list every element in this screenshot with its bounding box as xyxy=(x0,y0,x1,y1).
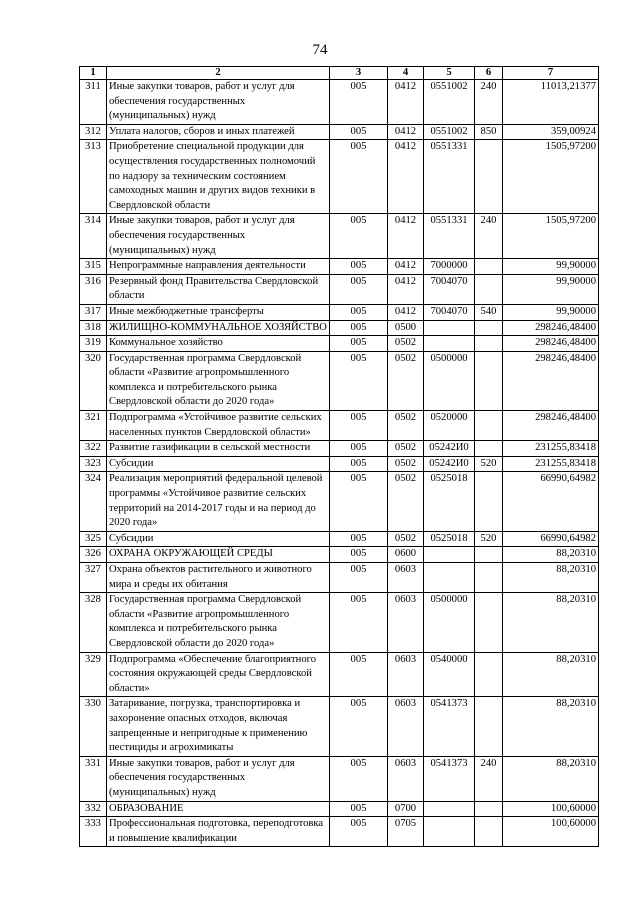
column-header: 5 xyxy=(424,67,475,80)
row-code-section: 0502 xyxy=(388,472,424,531)
row-code-section: 0412 xyxy=(388,259,424,275)
row-code-admin: 005 xyxy=(330,140,388,214)
column-header: 1 xyxy=(80,67,107,80)
budget-table xyxy=(79,66,599,847)
row-name: Охрана объектов растительного и животного мира и среды их обитания xyxy=(107,563,330,593)
row-code-target: 0500000 xyxy=(424,351,475,410)
row-code-target xyxy=(424,801,475,817)
row-code-type xyxy=(475,801,503,817)
row-code-target: 0551331 xyxy=(424,140,475,214)
row-code-admin: 005 xyxy=(330,336,388,352)
row-number: 316 xyxy=(80,274,107,304)
row-code-section: 0502 xyxy=(388,336,424,352)
row-code-admin: 005 xyxy=(330,441,388,457)
row-code-section: 0502 xyxy=(388,411,424,441)
row-code-section: 0603 xyxy=(388,756,424,801)
row-amount: 88,20310 xyxy=(503,593,599,652)
table-row xyxy=(80,456,599,472)
row-code-type xyxy=(475,547,503,563)
row-code-type xyxy=(475,563,503,593)
row-amount: 231255,83418 xyxy=(503,456,599,472)
table-row xyxy=(80,441,599,457)
row-name: Государственная программа Свердловской области «Развитие агропромышленного комплекса и потребительского рынка Свердловской области до 2020 года» xyxy=(107,593,330,652)
row-code-admin: 005 xyxy=(330,801,388,817)
row-name: Непрограммные направления деятельности xyxy=(107,259,330,275)
row-name: Профессиональная подготовка, переподготовка и повышение квалификации xyxy=(107,817,330,847)
table-row xyxy=(80,304,599,320)
row-code-admin: 005 xyxy=(330,817,388,847)
table-row xyxy=(80,124,599,140)
table-row xyxy=(80,547,599,563)
row-code-admin: 005 xyxy=(330,274,388,304)
row-amount: 88,20310 xyxy=(503,652,599,697)
column-header: 2 xyxy=(107,67,330,80)
row-code-target xyxy=(424,563,475,593)
row-code-admin: 005 xyxy=(330,320,388,336)
row-code-target: 7004070 xyxy=(424,304,475,320)
row-code-target: 05242И0 xyxy=(424,456,475,472)
row-code-section: 0502 xyxy=(388,531,424,547)
row-code-section: 0412 xyxy=(388,80,424,125)
row-name: Иные закупки товаров, работ и услуг для обеспечения государственных (муниципальных) нужд xyxy=(107,756,330,801)
row-code-type xyxy=(475,817,503,847)
row-number: 321 xyxy=(80,411,107,441)
row-name: Приобретение специальной продукции для осуществления государственных полномочий по надзору за техническим состоянием самоходных машин и других видов техники в Свердловской области xyxy=(107,140,330,214)
row-amount: 100,60000 xyxy=(503,817,599,847)
row-code-admin: 005 xyxy=(330,531,388,547)
row-amount: 88,20310 xyxy=(503,547,599,563)
table-body xyxy=(80,80,599,847)
page-number: 74 xyxy=(312,42,328,58)
row-code-section: 0700 xyxy=(388,801,424,817)
row-number: 332 xyxy=(80,801,107,817)
column-header: 4 xyxy=(388,67,424,80)
row-name: Иные закупки товаров, работ и услуг для обеспечения государственных (муниципальных) нужд xyxy=(107,80,330,125)
row-code-section: 0500 xyxy=(388,320,424,336)
row-number: 317 xyxy=(80,304,107,320)
row-number: 325 xyxy=(80,531,107,547)
row-amount: 88,20310 xyxy=(503,563,599,593)
row-name: Субсидии xyxy=(107,456,330,472)
row-name: Реализация мероприятий федеральной целевой программы «Устойчивое развитие сельских территорий на 2014-2017 годы и на период до 2020 года» xyxy=(107,472,330,531)
column-header: 6 xyxy=(475,67,503,80)
row-code-admin: 005 xyxy=(330,456,388,472)
row-code-target: 0551002 xyxy=(424,124,475,140)
row-name: Коммунальное хозяйство xyxy=(107,336,330,352)
row-number: 315 xyxy=(80,259,107,275)
table-row xyxy=(80,817,599,847)
row-code-type xyxy=(475,351,503,410)
row-name: Резервный фонд Правительства Свердловской области xyxy=(107,274,330,304)
row-code-admin: 005 xyxy=(330,259,388,275)
table-row xyxy=(80,801,599,817)
row-code-admin: 005 xyxy=(330,756,388,801)
row-code-target: 0500000 xyxy=(424,593,475,652)
row-number: 330 xyxy=(80,697,107,756)
row-number: 311 xyxy=(80,80,107,125)
row-code-section: 0600 xyxy=(388,547,424,563)
row-code-section: 0502 xyxy=(388,351,424,410)
row-number: 313 xyxy=(80,140,107,214)
row-amount: 298246,48400 xyxy=(503,411,599,441)
row-code-section: 0705 xyxy=(388,817,424,847)
row-code-target: 0541373 xyxy=(424,697,475,756)
row-code-target: 0520000 xyxy=(424,411,475,441)
row-amount: 99,90000 xyxy=(503,304,599,320)
row-code-type: 240 xyxy=(475,214,503,259)
table-row xyxy=(80,80,599,125)
row-code-section: 0412 xyxy=(388,124,424,140)
row-amount: 66990,64982 xyxy=(503,472,599,531)
table-row xyxy=(80,563,599,593)
table-row xyxy=(80,531,599,547)
table-row xyxy=(80,336,599,352)
row-name: ОБРАЗОВАНИЕ xyxy=(107,801,330,817)
row-name: Затаривание, погрузка, транспортировка и захоронение опасных отходов, включая запрещенные и непригодные к применению пестициды и агрохимикаты xyxy=(107,697,330,756)
row-name: Государственная программа Свердловской области «Развитие агропромышленного комплекса и потребительского рынка Свердловской области до 2020 года» xyxy=(107,351,330,410)
table-row xyxy=(80,411,599,441)
row-code-section: 0412 xyxy=(388,304,424,320)
row-code-admin: 005 xyxy=(330,351,388,410)
row-code-target: 7004070 xyxy=(424,274,475,304)
row-name: Иные закупки товаров, работ и услуг для обеспечения государственных (муниципальных) нужд xyxy=(107,214,330,259)
row-code-target: 7000000 xyxy=(424,259,475,275)
row-code-section: 0603 xyxy=(388,697,424,756)
row-code-section: 0412 xyxy=(388,214,424,259)
table-row xyxy=(80,472,599,531)
row-code-target xyxy=(424,817,475,847)
row-amount: 11013,21377 xyxy=(503,80,599,125)
row-code-admin: 005 xyxy=(330,547,388,563)
row-code-section: 0603 xyxy=(388,593,424,652)
row-code-target: 0525018 xyxy=(424,472,475,531)
row-code-admin: 005 xyxy=(330,563,388,593)
row-code-section: 0502 xyxy=(388,456,424,472)
table-row xyxy=(80,140,599,214)
row-number: 319 xyxy=(80,336,107,352)
row-code-type xyxy=(475,274,503,304)
row-code-type xyxy=(475,697,503,756)
row-number: 322 xyxy=(80,441,107,457)
row-amount: 1505,97200 xyxy=(503,214,599,259)
row-number: 312 xyxy=(80,124,107,140)
row-code-target: 0540000 xyxy=(424,652,475,697)
row-name: Подпрограмма «Обеспечение благоприятного состояния окружающей среды Свердловской области» xyxy=(107,652,330,697)
column-header: 7 xyxy=(503,67,599,80)
table-row xyxy=(80,320,599,336)
row-amount: 359,00924 xyxy=(503,124,599,140)
row-code-section: 0603 xyxy=(388,563,424,593)
row-number: 320 xyxy=(80,351,107,410)
row-code-admin: 005 xyxy=(330,472,388,531)
row-name: Уплата налогов, сборов и иных платежей xyxy=(107,124,330,140)
table-row xyxy=(80,351,599,410)
table-header-row xyxy=(80,67,599,80)
row-name: Подпрограмма «Устойчивое развитие сельских населенных пунктов Свердловской области» xyxy=(107,411,330,441)
row-code-type xyxy=(475,441,503,457)
row-code-type xyxy=(475,336,503,352)
row-code-admin: 005 xyxy=(330,411,388,441)
row-code-section: 0603 xyxy=(388,652,424,697)
row-amount: 1505,97200 xyxy=(503,140,599,214)
row-name: Субсидии xyxy=(107,531,330,547)
row-code-target: 0551002 xyxy=(424,80,475,125)
row-code-admin: 005 xyxy=(330,304,388,320)
row-code-section: 0412 xyxy=(388,274,424,304)
row-code-type xyxy=(475,140,503,214)
row-code-admin: 005 xyxy=(330,593,388,652)
row-amount: 99,90000 xyxy=(503,259,599,275)
row-code-type: 520 xyxy=(475,456,503,472)
row-number: 326 xyxy=(80,547,107,563)
table-row xyxy=(80,756,599,801)
row-amount: 99,90000 xyxy=(503,274,599,304)
row-code-section: 0502 xyxy=(388,441,424,457)
row-number: 327 xyxy=(80,563,107,593)
row-code-admin: 005 xyxy=(330,652,388,697)
row-name: Развитие газификации в сельской местности xyxy=(107,441,330,457)
row-code-type xyxy=(475,411,503,441)
row-amount: 298246,48400 xyxy=(503,336,599,352)
row-number: 318 xyxy=(80,320,107,336)
row-amount: 298246,48400 xyxy=(503,351,599,410)
row-code-type: 540 xyxy=(475,304,503,320)
row-code-target xyxy=(424,320,475,336)
row-amount: 88,20310 xyxy=(503,756,599,801)
row-code-target: 0525018 xyxy=(424,531,475,547)
row-name: ЖИЛИЩНО-КОММУНАЛЬНОЕ ХОЗЯЙСТВО xyxy=(107,320,330,336)
row-code-admin: 005 xyxy=(330,124,388,140)
row-code-section: 0412 xyxy=(388,140,424,214)
row-amount: 231255,83418 xyxy=(503,441,599,457)
row-code-admin: 005 xyxy=(330,697,388,756)
row-code-type xyxy=(475,320,503,336)
row-number: 331 xyxy=(80,756,107,801)
row-number: 329 xyxy=(80,652,107,697)
row-name: Иные межбюджетные трансферты xyxy=(107,304,330,320)
row-code-target: 0551331 xyxy=(424,214,475,259)
row-code-type xyxy=(475,259,503,275)
row-number: 333 xyxy=(80,817,107,847)
row-code-admin: 005 xyxy=(330,214,388,259)
row-code-type: 240 xyxy=(475,756,503,801)
row-code-type: 520 xyxy=(475,531,503,547)
table-row xyxy=(80,214,599,259)
column-header: 3 xyxy=(330,67,388,80)
row-number: 324 xyxy=(80,472,107,531)
table-row xyxy=(80,274,599,304)
row-code-type: 240 xyxy=(475,80,503,125)
row-code-target: 0541373 xyxy=(424,756,475,801)
row-code-type xyxy=(475,472,503,531)
row-code-type: 850 xyxy=(475,124,503,140)
row-amount: 88,20310 xyxy=(503,697,599,756)
row-code-admin: 005 xyxy=(330,80,388,125)
row-number: 328 xyxy=(80,593,107,652)
row-code-target xyxy=(424,336,475,352)
row-amount: 298246,48400 xyxy=(503,320,599,336)
row-number: 314 xyxy=(80,214,107,259)
row-amount: 100,60000 xyxy=(503,801,599,817)
row-number: 323 xyxy=(80,456,107,472)
table-row xyxy=(80,652,599,697)
row-code-target xyxy=(424,547,475,563)
row-code-type xyxy=(475,652,503,697)
table-row xyxy=(80,593,599,652)
row-code-target: 05242И0 xyxy=(424,441,475,457)
row-code-type xyxy=(475,593,503,652)
table-row xyxy=(80,697,599,756)
table-row xyxy=(80,259,599,275)
row-name: ОХРАНА ОКРУЖАЮЩЕЙ СРЕДЫ xyxy=(107,547,330,563)
row-amount: 66990,64982 xyxy=(503,531,599,547)
